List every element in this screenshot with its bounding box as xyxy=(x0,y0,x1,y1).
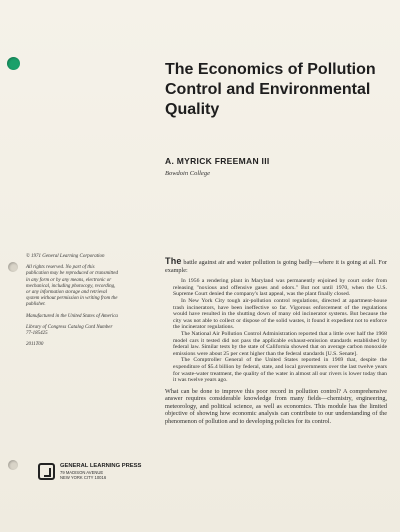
closing-paragraph: What can be done to improve this poor record in pollution control? A comprehensive answer requires considerable knowledge from many fields—chemistry, engineering, meteorology, and political science, as well as economics. This module has the limited objective of showing how economic analysis can contribute to our understanding of the phenomenon of pollution and to developing policies for its control. xyxy=(165,387,387,426)
publisher-name: GENERAL LEARNING PRESS xyxy=(60,463,142,469)
lead-paragraph xyxy=(165,258,387,274)
body-text xyxy=(165,258,387,426)
lccn-notice: Library of Congress Catalog Card Number 77-185425 xyxy=(26,324,113,337)
binder-hole xyxy=(8,262,18,272)
manufacture-notice: Manufactured in the United States of America xyxy=(26,313,118,319)
copyright-notice: © 1971 General Learning Corporation xyxy=(26,254,105,259)
document-title: The Economics of Pollution Control and Environmental Quality xyxy=(165,61,376,118)
example-paragraph: The Comptroller General of the United States reported in 1969 that, despite the expenditure of $5.4 billion by federal, state, and local governments over the last twelve years for waste-water treatment, the quality of the water in almost all our rivers is lower today than it was twelve years ago. xyxy=(173,357,387,384)
author-affiliation: Bowdoin College xyxy=(165,170,210,177)
example-list xyxy=(165,278,387,384)
publisher-address-line1: 79 MADISON AVENUE xyxy=(60,470,104,475)
example-paragraph: The National Air Pollution Control Administration reported that a little over half the 1968 model cars it tested did not pass the applicable exhaust-emission standards established by federal law. Similar tests by the state of California showed that on average carbon monoxide emissions were about 25 per cent higher than the federal standards [U.S. Senate]. xyxy=(173,330,387,357)
binder-hole-mark xyxy=(7,57,20,70)
copyright-sidebar xyxy=(26,254,118,353)
example-paragraph: In 1956 a rendering plant in Maryland was permanently enjoined by court order from releasing "noxious and offensive gases and odors." But not until 1970, when the U.S. Supreme Court denied the company's last appeal, was the plant finally closed. xyxy=(173,278,387,298)
publisher-text xyxy=(60,463,141,480)
binder-hole xyxy=(8,460,18,470)
author-name: A. MYRICK FREEMAN III xyxy=(165,156,270,166)
lead-rest: battle against air and water pollution is going badly—where it is going at all. For example: xyxy=(165,259,387,274)
publisher-block xyxy=(38,463,158,480)
rights-notice: All rights reserved. No part of this publication may be reproduced or transmitted in any form or by any means, electronic or mechanical, including photocopy, recording, or any information storage and retrieval system without permission in writing from the publisher. xyxy=(26,265,118,308)
publisher-logo-icon xyxy=(38,463,55,480)
catalog-code: 2011T00 xyxy=(26,342,44,348)
example-paragraph: In New York City tough air-pollution control regulations, directed at apartment-house trash incinerators, have been ineffective so far. Vigorous enforcement of the regulations would have resulted in the shutting down of many old incinerator systems. But because the city was not able to collect or dispose of the solid wastes, it found it expedient not to enforce the incinerator regulations. xyxy=(173,297,387,331)
lead-first-word: The xyxy=(165,256,182,266)
publisher-address-line2: NEW YORK CITY 10016 xyxy=(60,475,107,481)
